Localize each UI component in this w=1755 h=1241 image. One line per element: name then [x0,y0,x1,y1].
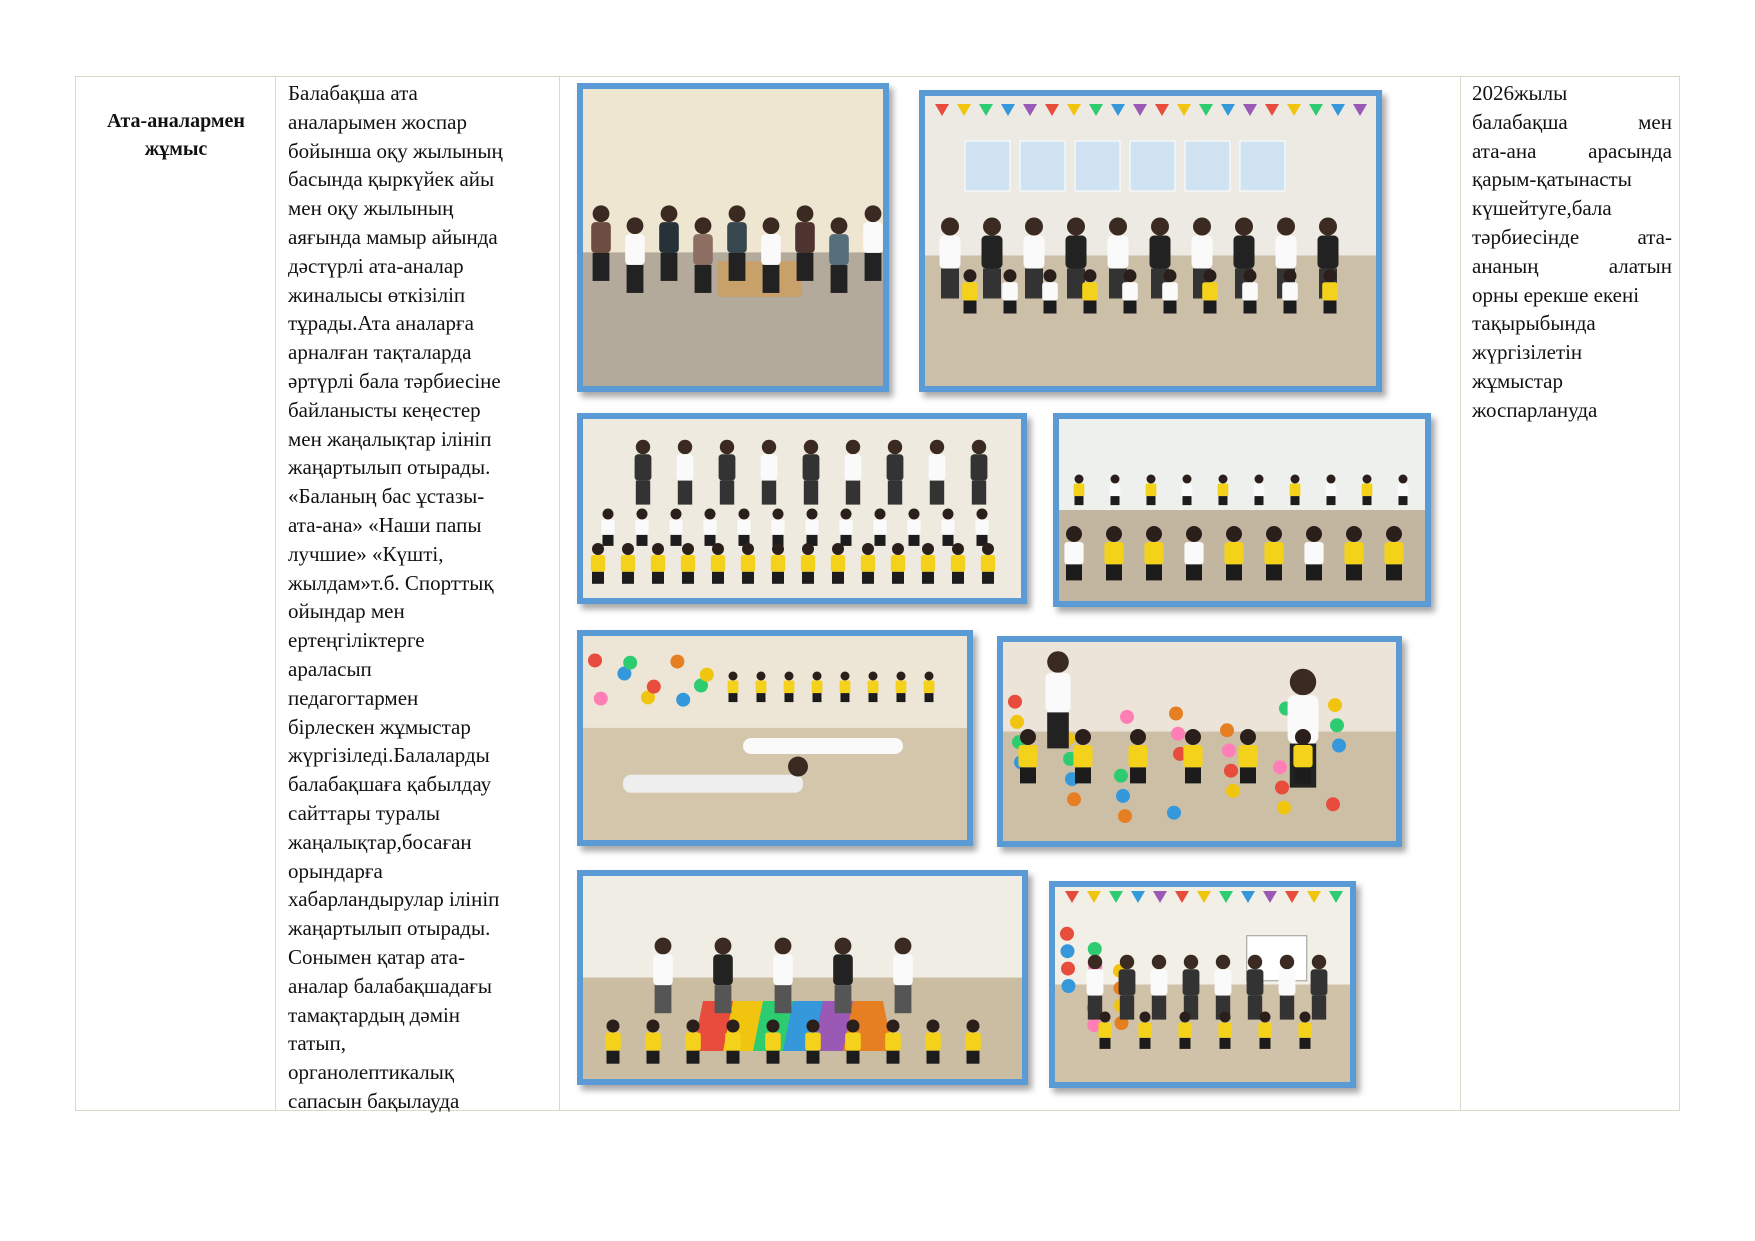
result-word: арасында [1588,138,1672,163]
heading-line: Ата-аналармен [107,110,245,132]
photo-image [925,96,1376,386]
photo-balloon-game [997,636,1402,847]
column-divider [275,77,276,1110]
result-line [1472,367,1672,396]
result-word: 2026жылы [1472,81,1568,105]
result-line [1472,108,1672,137]
result-word: жоспарлануда [1472,397,1598,422]
result-word: күшейтуге,бала [1472,196,1612,221]
result-word: алатын [1608,253,1672,278]
result-word: орны ерекше екені [1472,282,1640,307]
photo-parachute-game [577,870,1028,1085]
section-heading [76,107,276,163]
column-divider [1460,77,1461,1110]
photo-image [1003,642,1396,841]
photo-image [1059,419,1425,601]
result-line [1472,223,1672,252]
result-word: ата- [1637,224,1672,249]
planned-work-text [1472,79,1672,425]
photo-group-with-trophies [577,413,1027,604]
photo-image [583,876,1022,1079]
result-line [1472,338,1672,367]
result-word: тәрбиесінде [1472,224,1580,249]
result-word: ата-ана [1472,138,1537,163]
photo-image [583,89,883,386]
photo-image [583,636,967,840]
photo-hall-game [1049,881,1356,1088]
result-line [1472,281,1672,310]
photo-fathers-and-children-lineup [919,90,1382,392]
photo-gym-circle [1053,413,1431,607]
heading-line: жұмыс [144,138,208,160]
result-word: жүргізілетін [1472,340,1583,365]
activity-description: Балабақша ата аналарымен жоспар бойынша оқу жылының басында қыркүйек айы мен оқу жылының аяғында мамыр айында дәстүрлі ата-аналар жиналысы өткізіліп тұрады.Ата аналарға арналған тақталарда әртүрлі бала тәрбиесіне байланысты кеңестер мен жаңалықтар ілініп жаңартылып отырады. «Баланың бас ұстазы- ата-ана» «Наши папы лучшие» «Күшті, жылдам»т.б. Спорттық ойындар мен ертеңгіліктерге араласып педагогтармен бірлескен жұмыстар жүргізіледі.Балаларды балабақшаға қабылдау сайттары туралы жаңалықтар,босаған орындарға хабарландырулар ілініп жаңартылып отырады. Сонымен қатар ата- аналар балабақшадағы тамақтардың дәмін татып, органолептикалық сапасын бақылауда [288,81,503,1113]
photo-image [1055,887,1350,1082]
photo-image [583,419,1021,598]
result-line [1472,79,1672,108]
result-word: тақырыбында [1472,311,1596,336]
result-line [1472,309,1672,338]
result-word: балабақша [1472,109,1568,134]
result-line [1472,252,1672,281]
photo-pushup-contest [577,630,973,846]
result-word: ананың [1472,253,1539,278]
result-word: жұмыстар [1472,368,1563,393]
photo-parents-meeting [577,83,889,392]
result-line [1472,137,1672,166]
result-line [1472,396,1672,425]
column-divider [559,77,560,1110]
result-word: мен [1638,109,1672,134]
result-word: қарым-қатынасты [1472,167,1632,192]
result-line [1472,165,1672,194]
result-line [1472,194,1672,223]
